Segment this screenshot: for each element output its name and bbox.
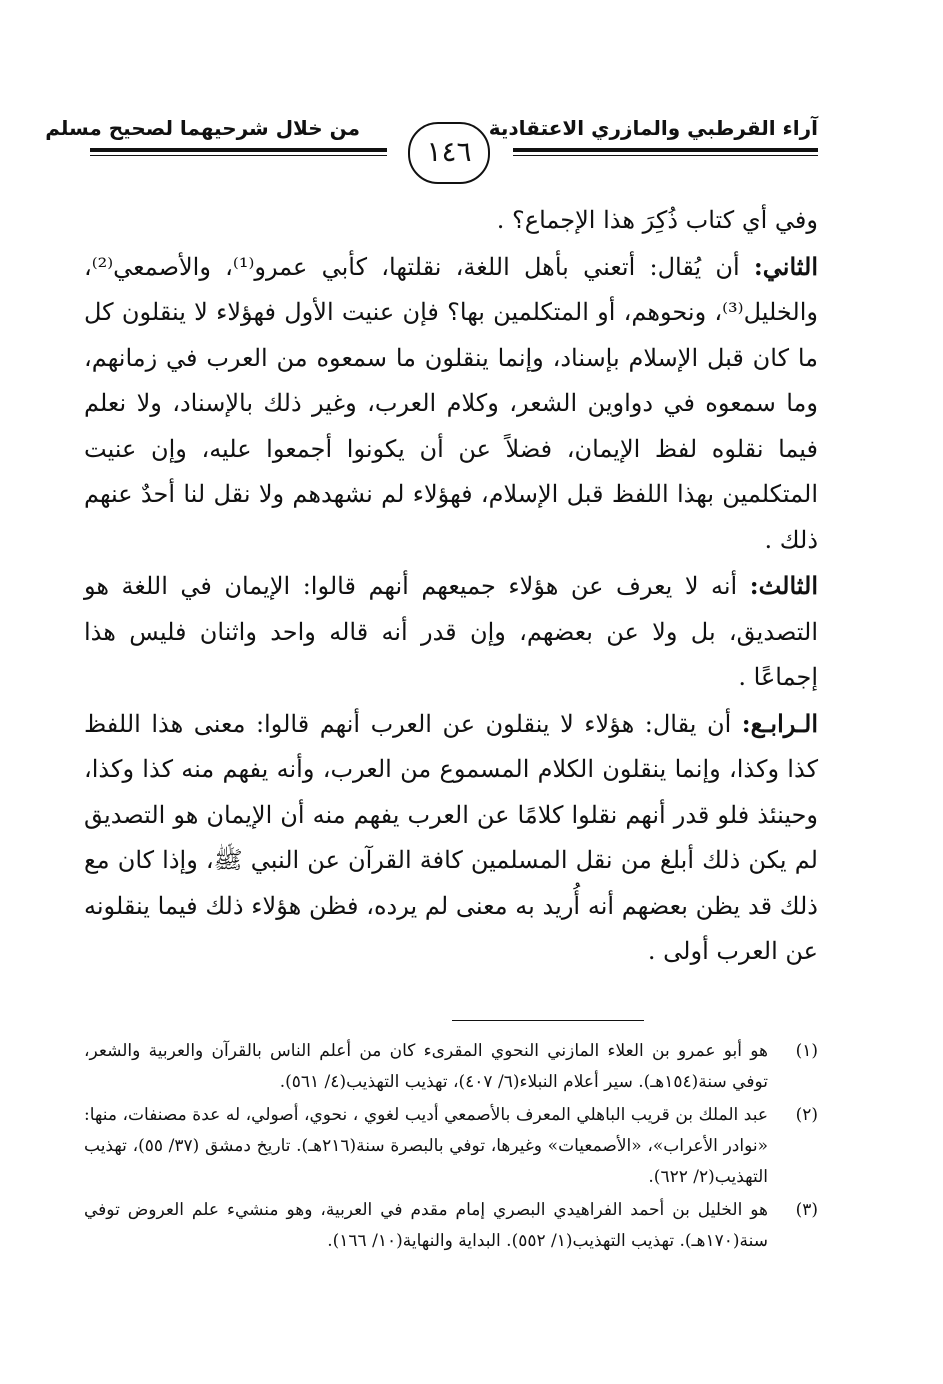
point-label-second: الثاني: xyxy=(753,251,818,281)
header-thin-rule-right xyxy=(513,155,818,156)
footnotes xyxy=(84,1036,818,1259)
paragraph-intro: وفي أي كتاب ذُكِرَ هذا الإجماع؟ . xyxy=(496,206,818,234)
footnote-number: (١) xyxy=(795,1041,818,1061)
header-rule-left xyxy=(90,148,387,152)
point-label-fourth: الـرابـع: xyxy=(741,708,818,738)
paragraph-fourth xyxy=(84,701,818,975)
running-title-right: آراء القرطبي والمازري الاعتقادية xyxy=(488,116,818,140)
paragraph-fourth-text: أن يقال: هؤلاء لا ينقلون عن العرب أنهم قالوا: معنى هذا اللفظ كذا وكذا، وإنما ينقلون الكلام المسموع من العرب، وأنه يفهم منه كذا وكذا، وحينئذ فلو قدر أنهم نقلوا كلامًا عن العرب يفهم منه أن الإيمان هو التصديق لم يكن ذلك أبلغ من نقل المسلمين كافة القرآن عن النبي ﷺ، وإذا كان مع ذلك قد يظن بعضهم أنه أُريد به معنى لم يرده، فظن هؤلاء ذلك فيما ينقلونه عن العرب أولى . xyxy=(84,709,819,965)
footnote-separator xyxy=(452,1020,644,1021)
page-header xyxy=(45,104,818,184)
footnote-3 xyxy=(84,1195,818,1257)
paragraph-third xyxy=(84,563,818,701)
header-thin-rule-left xyxy=(90,155,387,156)
running-title-left: من خلال شرحيهما لصحيح مسلم xyxy=(45,116,360,140)
footnote-text: هو الخليل بن أحمد الفراهيدي البصري إمام مقدم في العربية، وهو منشيء علم العروض توفي سنة(١٧٠هـ). تهذيب التهذيب(١/ ٥٥٢). البداية والنهاية(١٠/ ١٦٦). xyxy=(84,1200,768,1251)
footnote-text: عبد الملك بن قريب الباهلي المعرف بالأصمعي أديب لغوي ، نحوي، أصولي، له عدة مصنفات، منها: «نوادر الأعراب»، «الأصمعيات» وغيرها، توفي بالبصرة سنة(٢١٦هـ). تاريخ دمشق (٣٧/ ٥٥)، تهذيب التهذيب(٢/ ٦٢٢). xyxy=(84,1105,768,1187)
footnote-number: (٢) xyxy=(795,1105,818,1125)
header-rule-right xyxy=(513,148,818,152)
paragraph-second xyxy=(84,244,818,564)
footnote-2 xyxy=(84,1100,818,1193)
footnote-text: هو أبو عمرو بن العلاء المازني النحوي المقرىء كان من أعلم الناس بالقرآن والعربية والشعر، توفي سنة(١٥٤هـ). سير أعلام النبلاء(٦/ ٤٠٧)، تهذيب التهذيب(٤/ ٥٦١). xyxy=(84,1041,768,1092)
paragraph-third-text: أنه لا يعرف عن هؤلاء جميعهم أنهم قالوا: الإيمان في اللغة هو التصديق، بل ولا عن بعضهم، وإن قدر أنه قاله واحد واثنان فليس هذا إجماعًا . xyxy=(84,572,818,691)
footnote-number: (٣) xyxy=(795,1200,818,1220)
footnote-1 xyxy=(84,1036,818,1098)
paragraph-second-text: أن يُقال: أتعني بأهل اللغة، نقلتها، كأبي عمرو⁽¹⁾، والأصمعي⁽²⁾، والخليل⁽³⁾، ونحوهم، أو المتكلمين بها؟ فإن عنيت الأول فهؤلاء لا ينقلون كل ما كان قبل الإسلام بإسناد، وإنما ينقلون ما سمعوه من العرب في زمانهم، وما سمعوه في دواوين الشعر، وكلام العرب، وغير ذلك بالإسناد، ولا نعلم فيما نقلوه لفظ الإيمان، فضلاً عن أن يكونوا أجمعوا عليه، وإن عنيت المتكلمين بهذا اللفظ قبل الإسلام، فهؤلاء لم نشهدهم ولا نقل لنا أحدٌ عنهم ذلك . xyxy=(84,252,818,554)
main-text xyxy=(84,198,818,975)
page-number: ١٤٦ xyxy=(408,122,490,184)
point-label-third: الثالث: xyxy=(749,571,818,600)
